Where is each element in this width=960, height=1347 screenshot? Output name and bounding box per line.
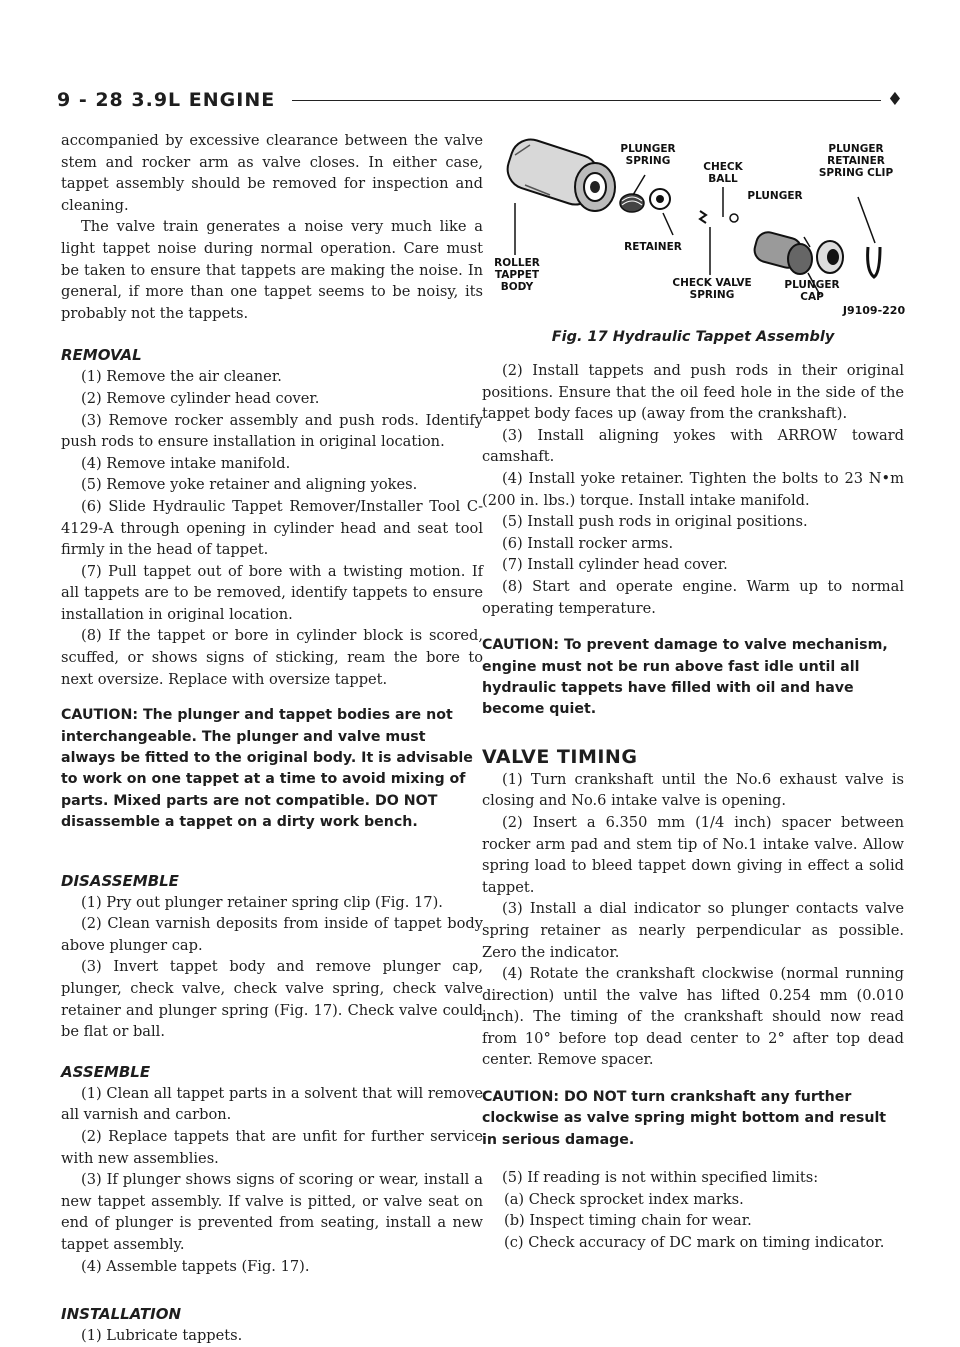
list-item: (6) Slide Hydraulic Tappet Remover/Installer Tool C-4129-A through opening in cylinder head and seat tool firmly in the head of tappet. <box>61 497 483 559</box>
plunger-spring-drawing <box>620 194 644 212</box>
sub-list-item: (c) Check accuracy of DC mark on timing indicator. <box>504 1234 885 1252</box>
list-item: (1) Lubricate tappets. <box>81 1327 243 1345</box>
list-item: (7) Pull tappet out of bore with a twisting motion. If all tappets are to be removed, identify tappets to ensure installation in original location. <box>61 562 483 623</box>
label-retainer: RETAINER <box>624 241 682 253</box>
caution-note: CAUTION: DO NOT turn crankshaft any further clockwise as valve spring might bottom and result in serious damage. <box>482 1089 887 1148</box>
list-item: (5) If reading is not within specified limits: <box>502 1169 819 1187</box>
intro-paragraph-2: The valve train generates a noise very much like a light tappet noise during normal operation. Care must be taken to ensure that tappets are making the noise. In general, if more than one tappet seems to be noisy, its probably not the tappets. <box>61 218 483 322</box>
list-item: (4) Remove intake manifold. <box>81 454 291 472</box>
retainer-drawing <box>650 189 670 209</box>
list-item: (3) Install a dial indicator so plunger contacts valve spring retainer as nearly perpendicular as possible. Zero the indicator. <box>482 900 904 961</box>
caution-note: CAUTION: To prevent damage to valve mechanism, engine must not be run above fast idle until all hydraulic tappets have filled with oil and have become quiet. <box>482 637 888 718</box>
list-item: (7) Install cylinder head cover. <box>502 556 728 574</box>
diamond-icon: ♦ <box>886 89 903 110</box>
list-item: (2) Replace tappets that are unfit for further service with new assemblies. <box>61 1128 483 1167</box>
list-item: (2) Install tappets and push rods in their original positions. Ensure that the oil feed hole in the side of the tappet body faces up (away from the crankshaft). <box>482 362 904 423</box>
sub-list-item: (b) Inspect timing chain for wear. <box>504 1212 752 1230</box>
list-item: (2) Insert a 6.350 mm (1/4 inch) spacer between rocker arm pad and stem tip of No.1 intake valve. Allow spring load to bleed tappet down giving in effect a solid tappet. <box>482 813 904 896</box>
list-item: (3) Remove rocker assembly and push rods. Identify push rods to ensure installation in original location. <box>61 411 483 451</box>
list-item: (5) Install push rods in original positions. <box>502 513 808 531</box>
label-check-ball: CHECK BALL <box>703 161 743 185</box>
list-item: (3) Install aligning yokes with ARROW toward camshaft. <box>482 426 904 466</box>
list-item: (6) Install rocker arms. <box>502 534 674 552</box>
label-plunger-cap: PLUNGER CAP <box>784 279 840 303</box>
list-item: (3) If plunger shows signs of scoring or wear, install a new tappet assembly. If valve is pitted, or valve seat on end of plunger is prevented from seating, install a new tappet assembly. <box>61 1171 483 1253</box>
list-item: (4) Rotate the crankshaft clockwise (normal running direction) until the valve has lifted 0.254 mm (0.010 inch). The timing of the crankshaft should now read from 10° before top dead center to 2° after top dead center. Remove spacer. <box>482 965 904 1069</box>
list-item: (4) Assemble tappets (Fig. 17). <box>81 1257 310 1275</box>
caution-note: CAUTION: The plunger and tappet bodies are not interchangeable. The plunger and valve must always be fitted to the original body. It is advisable to work on one tappet at a time to avoid mixing of parts. Mixed parts are not compatible. DO NOT disassemble a tappet on a dirty work bench. <box>61 707 473 831</box>
label-roller-tappet-body: ROLLER TAPPET BODY <box>494 257 540 293</box>
roller-tappet-body-drawing <box>502 135 615 211</box>
plunger-drawing <box>752 230 812 274</box>
list-item: (3) Invert tappet body and remove plunger cap, plunger, check valve, check valve spring, check valve retainer and plunger spring (Fig. 17). Check valve could be flat or ball. <box>61 958 483 1041</box>
list-item: (1) Turn crankshaft until the No.6 exhaust valve is closing and No.6 intake valve is opening. <box>482 770 904 810</box>
list-item: (8) Start and operate engine. Warm up to normal operating temperature. <box>482 577 904 617</box>
plunger-cap-drawing <box>817 241 843 273</box>
spring-clip-drawing <box>868 247 880 277</box>
label-plunger: PLUNGER <box>747 190 803 202</box>
label-check-valve-spring: CHECK VALVE SPRING <box>672 277 752 301</box>
section-heading-valve-timing: VALVE TIMING <box>482 745 638 768</box>
intro-paragraph: accompanied by excessive clearance between the valve stem and rocker arm as valve closes. In either case, tappet assembly should be removed for inspection and cleaning. <box>61 132 483 214</box>
tappet-assembly-figure <box>490 135 905 335</box>
check-ball-drawing <box>730 214 738 222</box>
right-column <box>482 360 904 1254</box>
list-item: (1) Pry out plunger retainer spring clip (Fig. 17). <box>81 893 443 911</box>
page-title: 9 - 28 3.9L ENGINE <box>57 89 276 111</box>
section-heading-assemble: ASSEMBLE <box>61 1062 151 1081</box>
sub-list-item: (a) Check sprocket index marks. <box>504 1190 744 1208</box>
list-item: (1) Clean all tappet parts in a solvent that will remove all varnish and carbon. <box>61 1084 483 1124</box>
label-plunger-retainer-spring-clip: PLUNGER RETAINER SPRING CLIP <box>818 143 894 179</box>
list-item: (1) Remove the air cleaner. <box>81 368 282 386</box>
header-rule <box>292 100 881 101</box>
label-plunger-spring: PLUNGER SPRING <box>620 143 676 167</box>
list-item: (8) If the tappet or bore in cylinder block is scored, scuffed, or shows signs of sticking, ream the bore to next oversize. Replace with oversize tappet. <box>61 627 483 688</box>
list-item: (2) Remove cylinder head cover. <box>81 389 320 407</box>
figure-caption: Fig. 17 Hydraulic Tappet Assembly <box>551 329 835 345</box>
left-column <box>61 130 483 1347</box>
figure-code: J9109-220 <box>842 304 906 317</box>
list-item: (5) Remove yoke retainer and aligning yokes. <box>81 476 418 494</box>
page-header <box>57 88 905 112</box>
list-item: (4) Install yoke retainer. Tighten the bolts to 23 N•m (200 in. lbs.) torque. Install intake manifold. <box>482 469 904 509</box>
list-item: (2) Clean varnish deposits from inside of tappet body above plunger cap. <box>61 915 483 954</box>
section-heading-disassemble: DISASSEMBLE <box>61 871 179 890</box>
section-heading-installation: INSTALLATION <box>61 1305 182 1324</box>
section-heading-removal: REMOVAL <box>61 346 142 365</box>
check-valve-spring-drawing <box>700 211 706 223</box>
